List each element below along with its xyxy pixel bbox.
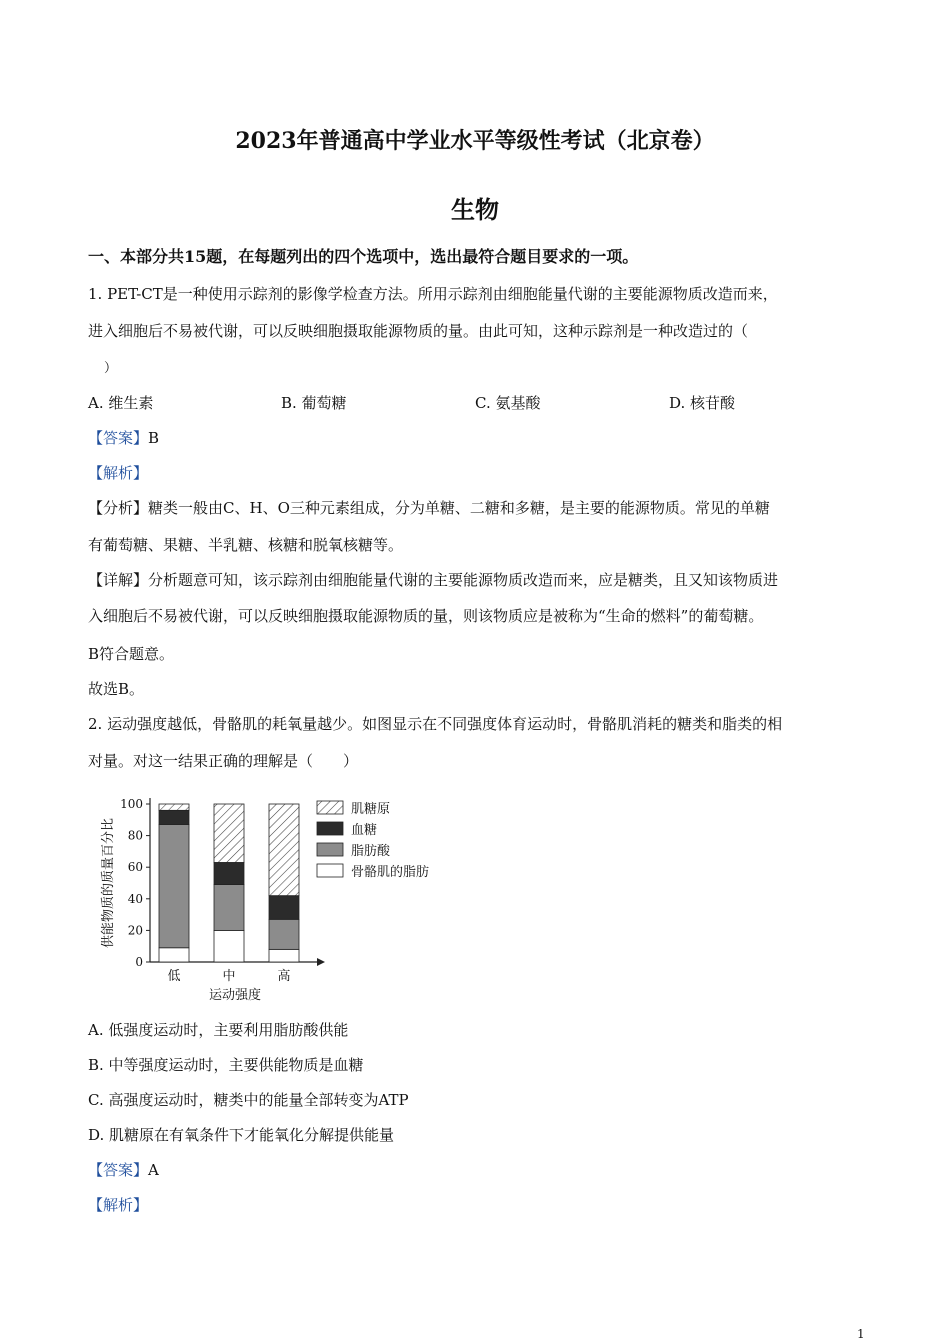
bar-segment [159,825,189,948]
legend-label: 脂肪酸 [351,844,391,859]
q1-option-b: B. 葡萄糖 [281,394,347,412]
legend-label: 血糖 [351,823,378,838]
x-axis-label: 运动强度 [208,988,262,1003]
x-tick-label: 低 [167,969,181,984]
subject-title: 生物 [451,195,499,224]
bar-segment [159,804,189,810]
q1-fenxi-line1 [88,497,770,518]
q2-stem-line1: 2. 运动强度越低，骨骼肌的耗氧量越少。如图显示在不同强度体育运动时，骨骼肌消耗的糖类和脂类的相 [88,715,783,733]
y-tick-label: 100 [120,797,143,811]
q1-fenxi-line2: 有葡萄糖、果糖、半乳糖、核糖和脱氧核糖等。 [88,536,404,554]
bar-segment [214,885,244,931]
legend-swatch [317,801,343,814]
legend-swatch [317,843,343,856]
y-tick-label: 80 [127,828,143,843]
answer-label: 【答案】 [88,1161,149,1179]
y-tick-label: 40 [127,891,143,906]
q2-analysis-label: 【解析】 [88,1196,149,1214]
q1-option-a: A. 维生素 [88,394,154,412]
answer-label: 【答案】 [88,429,149,447]
bar-segment [214,862,244,884]
section-heading: 一、本部分共15题，在每题列出的四个选项中，选出最符合题目要求的一项。 [88,247,639,266]
answer-value: B [148,429,160,447]
legend-swatch [317,822,343,835]
q1-stem-line1: 1. PET-CT是一种使用示踪剂的影像学检查方法。所用示踪剂由细胞能量代谢的主要能源物质改造而来， [88,285,778,303]
q2-stem-line2: 对量。对这一结果正确的理解是（ ） [88,752,359,770]
q1-option-d: D. 核苷酸 [669,394,736,412]
q1-conclusion: 故选B。 [88,680,145,698]
legend-label: 肌糖原 [351,802,391,817]
y-tick-label: 0 [135,955,143,969]
bar-segment [159,948,189,962]
bar-segment [269,896,299,920]
bar-segment [269,949,299,962]
fenxi-text: 糖类一般由C、H、O三种元素组成，分为单糖、二糖和多糖，是主要的能源物质。常见的单糖 [148,499,770,517]
q2-answer [88,1159,159,1180]
q1-option-c: C. 氨基酸 [475,394,541,412]
q1-xiangjie-line2: 入细胞后不易被代谢，可以反映细胞摄取能源物质的量，则该物质应是被称为“生命的燃料”的葡萄糖。 [88,607,764,625]
energy-source-chart [95,790,465,1010]
answer-value: A [148,1161,159,1179]
fenxi-label: 【分析】 [88,499,149,517]
bar-segment [214,804,244,862]
x-tick-label: 高 [277,969,291,984]
page-title: 2023年普通高中学业水平等级性考试（北京卷） [235,128,715,154]
q2-option-c: C. 高强度运动时，糖类中的能量全部转变为ATP [88,1091,409,1109]
bar-segment [269,919,299,949]
bar-segment [214,930,244,962]
q1-stem-line3: ） [104,361,118,376]
legend-label: 骨骼肌的脂肪 [351,865,430,880]
q1-stem-line2: 进入细胞后不易被代谢，可以反映细胞摄取能源物质的量。由此可知，这种示踪剂是一种改造过的（ [88,322,749,340]
q1-analysis-label: 【解析】 [88,464,149,482]
q1-xiangjie-line3: B符合题意。 [88,645,175,663]
q2-option-a: A. 低强度运动时，主要利用脂肪酸供能 [88,1021,349,1039]
bar-segment [269,804,299,896]
y-tick-label: 60 [127,860,143,875]
bar-segment [159,810,189,824]
q2-option-d: D. 肌糖原在有氧条件下才能氧化分解提供能量 [88,1126,395,1144]
y-tick-label: 20 [127,923,143,938]
y-axis-label: 供能物质的质量百分比 [101,817,116,949]
x-tick-label: 中 [222,969,236,984]
xiangjie-text: 分析题意可知，该示踪剂由细胞能量代谢的主要能源物质改造而来，应是糖类，且又知该物质进 [148,571,779,589]
legend-swatch [317,864,343,877]
page-number: 1 [857,1327,865,1341]
xiangjie-label: 【详解】 [88,571,149,589]
q2-option-b: B. 中等强度运动时，主要供能物质是血糖 [88,1056,364,1074]
q1-xiangjie-line1 [88,569,778,590]
q1-answer [88,427,159,448]
x-axis-arrow [317,958,325,966]
